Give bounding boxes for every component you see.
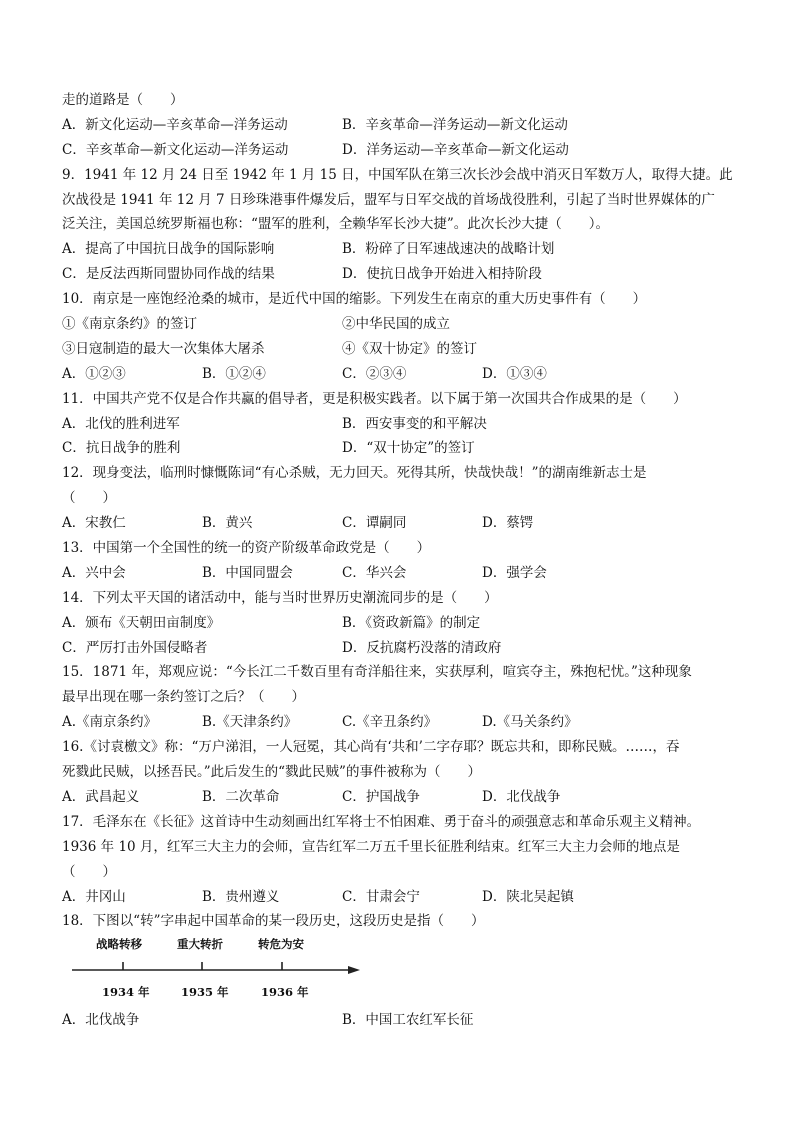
- q16-options: [62, 785, 734, 810]
- q9-option-d[interactable]: D．使抗日战争开始进入相持阶段: [342, 266, 542, 283]
- q13-option-a[interactable]: A．兴中会: [62, 564, 126, 581]
- q18-option-b[interactable]: B．中国工农红军长征: [342, 1012, 474, 1029]
- q14-options-row-2: [62, 636, 734, 661]
- q8-options-row-1: [62, 113, 734, 138]
- q12-option-a[interactable]: A．宋教仁: [62, 515, 126, 532]
- timeline-year-1935: 1935 年: [181, 985, 229, 1000]
- q9-options-row-1: [62, 237, 734, 262]
- q13-stem: 13．中国第一个全国性的统一的资产阶级革命政党是（ ）: [62, 540, 431, 557]
- q16-option-d[interactable]: D．北伐战争: [482, 788, 561, 805]
- q13-option-d[interactable]: D．强学会: [482, 564, 547, 581]
- q10-option-a[interactable]: A．①②③: [62, 365, 126, 382]
- q10-item-4: ④《双十协定》的签订: [342, 340, 477, 357]
- q9-option-a[interactable]: A．提高了中国抗日战争的国际影响: [62, 241, 275, 258]
- q17-option-d[interactable]: D．陕北吴起镇: [482, 888, 574, 905]
- q8-option-b[interactable]: B．辛亥革命—洋务运动—新文化运动: [342, 116, 568, 133]
- q18-option-a[interactable]: A．北伐战争: [62, 1012, 140, 1029]
- q13-option-c[interactable]: C．华兴会: [342, 564, 407, 581]
- q17-option-b[interactable]: B．贵州遵义: [202, 888, 280, 905]
- q17-stem-line-2: 1936 年 10 月，红军三大主力的会师，宣告红军二万五千里长征胜利结束。红军三大主力会师的地点是: [62, 838, 680, 855]
- q10-item-1: ①《南京条约》的签订: [62, 316, 197, 333]
- q10-option-b[interactable]: B．①②④: [202, 365, 266, 382]
- q8-option-d[interactable]: D．洋务运动—辛亥革命—新文化运动: [342, 141, 569, 158]
- q17-option-a[interactable]: A．井冈山: [62, 888, 126, 905]
- q12-options: [62, 511, 734, 536]
- q16-stem-line-1: 16.《讨袁檄文》称：“万户涕泪，一人冠冕，其心尚有‘共和’二字存耶？既忘共和，即称民贼。……，吞: [62, 739, 680, 756]
- timeline-year-1936: 1936 年: [261, 985, 309, 1000]
- q10-items-row-2: [62, 337, 734, 362]
- q12-stem-line-2: （ ）: [62, 490, 116, 507]
- q17-stem-line-1: 17．毛泽东在《长征》这首诗中生动刻画出红军将士不怕困难、勇于奋斗的顽强意志和革命乐观主义精神。: [62, 813, 701, 830]
- q10-options: [62, 362, 734, 387]
- q12-stem-line-1: 12．现身变法，临刑时慷慨陈词“有心杀贼，无力回天。死得其所，快哉快哉！”的湖南维新志士是: [62, 465, 647, 482]
- q15-option-b[interactable]: B.《天津条约》: [202, 714, 298, 731]
- q14-option-a[interactable]: A．颁布《天朝田亩制度》: [62, 614, 221, 631]
- q15-option-c[interactable]: C.《辛丑条约》: [342, 714, 438, 731]
- exam-page: [62, 88, 734, 1033]
- q18-options-row-1: [62, 1008, 734, 1033]
- q12-option-b[interactable]: B．黄兴: [202, 515, 253, 532]
- q9-stem-line-1: 9．1941 年 12 月 24 日至 1942 年 1 月 15 日，中国军队在第三次长沙会战中消灭日军数万人，取得大捷。此: [62, 166, 733, 183]
- q11-stem: 11．中国共产党不仅是合作共赢的倡导者，更是积极实践者。以下属于第一次国共合作成果的是（ ）: [62, 390, 687, 407]
- q10-option-d[interactable]: D．①③④: [482, 365, 547, 382]
- timeline-arrowhead: [348, 966, 360, 974]
- q11-option-a[interactable]: A．北伐的胜利进军: [62, 415, 180, 432]
- q11-options-row-2: [62, 436, 734, 461]
- timeline-label-danger-to-safety: 转危为安: [258, 937, 304, 952]
- q9-option-b[interactable]: B．粉碎了日军速战速决的战略计划: [342, 241, 555, 258]
- q10-items-row-1: [62, 312, 734, 337]
- q11-options-row-1: [62, 412, 734, 437]
- q15-option-d[interactable]: D.《马关条约》: [482, 714, 578, 731]
- q17-options: [62, 885, 734, 910]
- q10-option-c[interactable]: C．②③④: [342, 365, 407, 382]
- q17-stem-line-3: （ ）: [62, 863, 116, 880]
- q16-option-b[interactable]: B．二次革命: [202, 788, 280, 805]
- q8-option-c[interactable]: C．辛亥革命—新文化运动—洋务运动: [62, 141, 289, 158]
- q14-option-d[interactable]: D．反抗腐朽没落的清政府: [342, 639, 502, 656]
- q17-option-c[interactable]: C．甘肃会宁: [342, 888, 420, 905]
- q8-option-a[interactable]: A．新文化运动—辛亥革命—洋务运动: [62, 116, 288, 133]
- q13-option-b[interactable]: B．中国同盟会: [202, 564, 293, 581]
- q10-stem: 10．南京是一座饱经沧桑的城市，是近代中国的缩影。下列发生在南京的重大历史事件有（ ）: [62, 291, 647, 308]
- q16-option-c[interactable]: C．护国战争: [342, 788, 420, 805]
- q9-stem-line-2: 次战役是 1941 年 12 月 7 日珍珠港事件爆发后，盟军与日军交战的首场战役胜利，引起了当时世界媒体的广: [62, 191, 715, 208]
- q15-stem-line-2: 最早出现在哪一条约签订之后？（ ）: [62, 689, 305, 706]
- q18-timeline-figure: [68, 936, 368, 1008]
- q12-option-c[interactable]: C．谭嗣同: [342, 515, 407, 532]
- q15-option-a[interactable]: A.《南京条约》: [62, 714, 158, 731]
- q13-options: [62, 561, 734, 586]
- q8-options-row-2: [62, 138, 734, 163]
- q11-option-d[interactable]: D．“双十协定”的签订: [342, 440, 475, 457]
- q14-option-b[interactable]: B．《资政新篇》的制定: [342, 614, 481, 631]
- q15-options: [62, 710, 734, 735]
- timeline-year-1934: 1934 年: [102, 985, 150, 1000]
- q9-options-row-2: [62, 262, 734, 287]
- q15-stem-line-1: 15．1871 年，郑观应说：“今长江二千数百里有奇洋船往来，实获厚利，喧宾夺主，殊抱杞忧。”这种现象: [62, 664, 692, 681]
- timeline-label-strategic-transfer: 战略转移: [96, 937, 142, 952]
- q16-option-a[interactable]: A．武昌起义: [62, 788, 140, 805]
- q11-option-c[interactable]: C．抗日战争的胜利: [62, 440, 181, 457]
- timeline-label-major-turn: 重大转折: [177, 937, 223, 952]
- q16-stem-line-2: 死戮此民贼，以拯吾民。”此后发生的“戮此民贼”的事件被称为（ ）: [62, 764, 481, 781]
- q14-stem: 14．下列太平天国的诸活动中，能与当时世界历史潮流同步的是（ ）: [62, 589, 498, 606]
- q12-option-d[interactable]: D．蔡锷: [482, 515, 534, 532]
- q18-stem: 18．下图以“转”字串起中国革命的某一段历史，这段历史是指（ ）: [62, 913, 485, 930]
- q10-item-2: ②中华民国的成立: [342, 316, 450, 333]
- q9-stem-line-3: 泛关注，美国总统罗斯福也称：“盟军的胜利，全赖华军长沙大捷”。此次长沙大捷（ ）。: [62, 216, 610, 233]
- q9-option-c[interactable]: C．是反法西斯同盟协同作战的结果: [62, 266, 275, 283]
- q8-stem-tail: 走的道路是（ ）: [62, 92, 184, 108]
- q14-option-c[interactable]: C．严厉打击外国侵略者: [62, 639, 208, 656]
- q10-item-3: ③日寇制造的最大一次集体大屠杀: [62, 340, 265, 357]
- q14-options-row-1: [62, 611, 734, 636]
- q11-option-b[interactable]: B．西安事变的和平解决: [342, 415, 487, 432]
